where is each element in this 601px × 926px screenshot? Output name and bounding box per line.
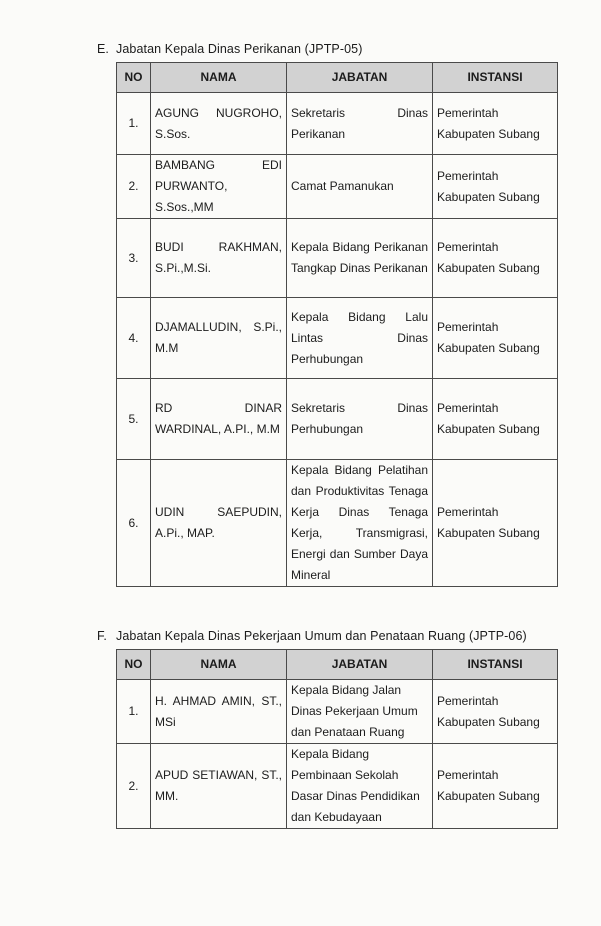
cell-nama: DJAMALLUDIN, S.Pi., M.M: [151, 298, 287, 379]
table-row: [117, 298, 558, 379]
cell-no: 4.: [117, 298, 151, 379]
cell-instansi: Pemerintah Kabupaten Subang: [433, 219, 558, 298]
cell-instansi: Pemerintah Kabupaten Subang: [433, 680, 558, 744]
cell-instansi: Pemerintah Kabupaten Subang: [433, 460, 558, 587]
header-jabatan: JABATAN: [287, 63, 433, 93]
cell-jabatan: Kepala Bidang Jalan Dinas Pekerjaan Umum dan Penataan Ruang: [287, 680, 433, 744]
header-nama: NAMA: [151, 650, 287, 680]
cell-nama: BUDI RAKHMAN, S.Pi.,M.Si.: [151, 219, 287, 298]
cell-jabatan: Sekretaris Dinas Perikanan: [287, 93, 433, 155]
cell-nama: BAMBANG EDI PURWANTO, S.Sos.,MM: [151, 155, 287, 219]
cell-instansi: Pemerintah Kabupaten Subang: [433, 744, 558, 829]
cell-jabatan: Camat Pamanukan: [287, 155, 433, 219]
cell-jabatan: Kepala Bidang Pembinaan Sekolah Dasar Dinas Pendidikan dan Kebudayaan: [287, 744, 433, 829]
header-jabatan: JABATAN: [287, 650, 433, 680]
section-e-title: [97, 42, 363, 56]
cell-instansi: Pemerintah Kabupaten Subang: [433, 298, 558, 379]
table-row: [117, 93, 558, 155]
section-f-heading: Jabatan Kepala Dinas Pekerjaan Umum dan Penataan Ruang (JPTP-06): [116, 629, 527, 643]
cell-no: 6.: [117, 460, 151, 587]
header-instansi: INSTANSI: [433, 650, 558, 680]
cell-jabatan: Sekretaris Dinas Perhubungan: [287, 379, 433, 460]
cell-nama: UDIN SAEPUDIN, A.Pi., MAP.: [151, 460, 287, 587]
header-instansi: INSTANSI: [433, 63, 558, 93]
section-f-letter: F.: [97, 629, 107, 643]
cell-no: 5.: [117, 379, 151, 460]
table-row: [117, 744, 558, 829]
header-no: NO: [117, 650, 151, 680]
cell-instansi: Pemerintah Kabupaten Subang: [433, 379, 558, 460]
cell-no: 1.: [117, 93, 151, 155]
table-row: [117, 219, 558, 298]
table-jptp-05: [116, 62, 558, 587]
cell-jabatan: Kepala Bidang Pelatihan dan Produktivitas Tenaga Kerja Dinas Tenaga Kerja, Transmigrasi, Energi dan Sumber Daya Mineral: [287, 460, 433, 587]
table-row: [117, 680, 558, 744]
table-row: [117, 155, 558, 219]
table-row: [117, 460, 558, 587]
header-nama: NAMA: [151, 63, 287, 93]
cell-jabatan: Kepala Bidang Lalu Lintas Dinas Perhubungan: [287, 298, 433, 379]
table-header-row: [117, 650, 558, 680]
cell-nama: APUD SETIAWAN, ST., MM.: [151, 744, 287, 829]
section-e-letter: E.: [97, 42, 110, 56]
cell-instansi: Pemerintah Kabupaten Subang: [433, 93, 558, 155]
section-e-heading: Jabatan Kepala Dinas Perikanan (JPTP-05): [116, 42, 363, 56]
cell-no: 2.: [117, 155, 151, 219]
table-header-row: [117, 63, 558, 93]
cell-nama: AGUNG NUGROHO, S.Sos.: [151, 93, 287, 155]
header-no: NO: [117, 63, 151, 93]
table-row: [117, 379, 558, 460]
cell-nama: RD DINAR WARDINAL, A.PI., M.M: [151, 379, 287, 460]
cell-no: 2.: [117, 744, 151, 829]
section-f-title: [97, 629, 527, 643]
cell-jabatan: Kepala Bidang Perikanan Tangkap Dinas Perikanan: [287, 219, 433, 298]
cell-no: 1.: [117, 680, 151, 744]
cell-instansi: Pemerintah Kabupaten Subang: [433, 155, 558, 219]
cell-nama: H. AHMAD AMIN, ST., MSi: [151, 680, 287, 744]
cell-no: 3.: [117, 219, 151, 298]
table-jptp-06: [116, 649, 558, 829]
